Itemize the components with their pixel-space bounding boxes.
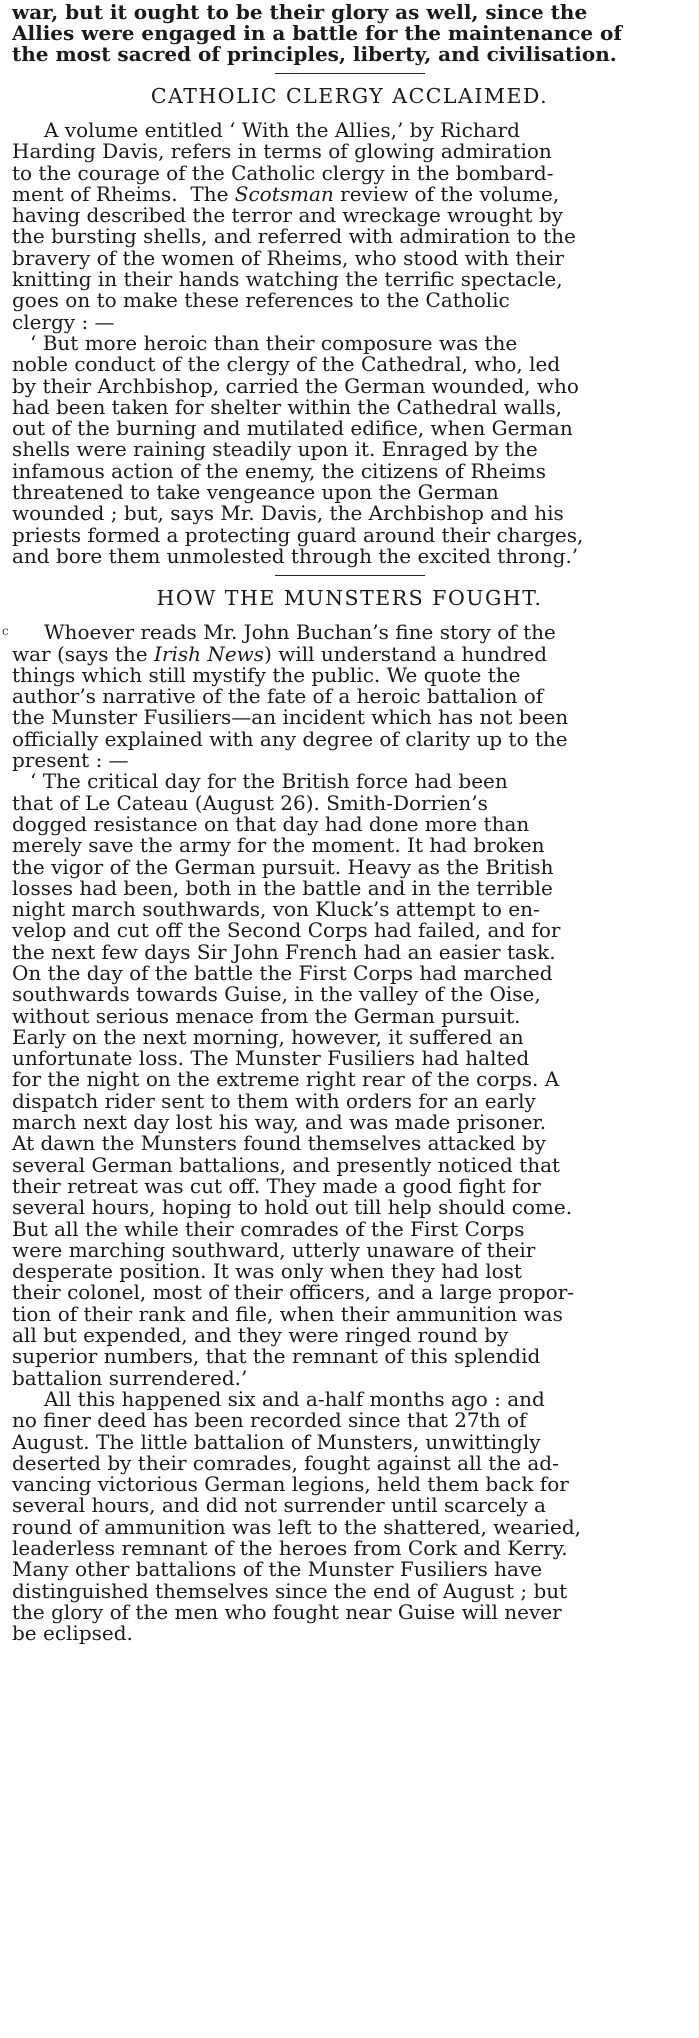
text-line: to the courage of the Catholic clergy in the bombard- <box>12 160 554 185</box>
text-line: the vigor of the German pursuit. Heavy as the British <box>12 854 554 879</box>
text-line: without serious menace from the German pursuit. <box>12 1003 521 1028</box>
section-heading-munsters: HOW THE MUNSTERS FOUGHT. <box>156 586 543 611</box>
margin-mark: c <box>2 624 9 639</box>
section2-closing-paragraph <box>12 1386 687 1646</box>
text-line: the glory of the men who fought near Guise will never <box>12 1599 562 1624</box>
text-line: the most sacred of principles, liberty, and civilisation. <box>12 42 617 66</box>
text-line: velop and cut off the Second Corps had failed, and for <box>12 918 561 943</box>
text-line: having described the terror and wreckage wrought by <box>12 203 563 228</box>
text-fragment: review of the volume, <box>333 181 560 206</box>
publication-name: Scotsman <box>234 181 334 206</box>
text-line: deserted by their comrades, fought against all the ad- <box>12 1450 559 1475</box>
text-line: all but expended, and they were ringed round by <box>12 1323 509 1348</box>
text-line: dispatch rider sent to them with orders for an early <box>12 1088 536 1113</box>
intro-paragraph <box>12 2 687 65</box>
text-line: ‘ But more heroic than their composure was the <box>30 330 518 355</box>
text-line: threatened to take vengeance upon the German <box>12 480 499 505</box>
text-line: merely save the army for the moment. It had broken <box>12 833 545 858</box>
text-line: southwards towards Guise, in the valley of the Oise, <box>12 982 541 1007</box>
text-line: Early on the next morning, however, it suffered an <box>12 1024 524 1049</box>
text-line-mixed <box>12 641 687 666</box>
text-line: their colonel, most of their officers, and a large propor- <box>12 1280 575 1305</box>
text-line: vancing victorious German legions, held them back for <box>12 1472 569 1497</box>
section2-paragraph <box>12 622 687 771</box>
text-line: goes on to make these references to the Catholic <box>12 288 510 313</box>
text-line: But all the while their comrades of the First Corps <box>12 1216 525 1241</box>
section-divider <box>275 73 425 74</box>
text-line: be eclipsed. <box>12 1621 133 1646</box>
text-line: wounded ; but, says Mr. Davis, the Archbishop and his <box>12 501 564 526</box>
text-line: infamous action of the enemy, the citizens of Rheims <box>12 458 546 483</box>
text-fragment: war (says the <box>12 641 154 666</box>
text-line: out of the burning and mutilated edifice, when German <box>12 416 573 441</box>
text-line: several hours, hoping to hold out till help should come. <box>12 1195 573 1220</box>
text-line: All this happened six and a-half months ago : and <box>44 1386 545 1411</box>
text-line: things which still mystify the public. We quote the <box>12 662 521 687</box>
publication-name: Irish News <box>153 641 265 666</box>
text-line: that of Le Cateau (August 26). Smith-Dorrien’s <box>12 790 488 815</box>
text-line: author’s narrative of the fate of a heroic battalion of <box>12 684 544 709</box>
text-line: Harding Davis, refers in terms of glowing admiration <box>12 139 552 164</box>
text-line: distinguished themselves since the end of August ; but <box>12 1578 568 1603</box>
text-line: by their Archbishop, carried the German wounded, who <box>12 373 579 398</box>
text-line: march next day lost his way, and was made prisoner. <box>12 1110 547 1135</box>
text-line: Whoever reads Mr. John Buchan’s fine story of the <box>44 620 556 645</box>
text-line: for the night on the extreme right rear of the corps. A <box>12 1067 560 1092</box>
text-line: the next few days Sir John French had an easier task. <box>12 939 556 964</box>
text-line: were marching southward, utterly unaware of their <box>12 1237 536 1262</box>
text-line: officially explained with any degree of clarity up to the <box>12 726 568 751</box>
text-fragment: ment of Rheims. <box>12 181 178 206</box>
section2-body <box>2 620 687 1646</box>
text-line: At dawn the Munsters found themselves attacked by <box>12 1131 546 1156</box>
text-fragment: ) will understand a hundred <box>264 641 548 666</box>
text-line: night march southwards, von Kluck’s attempt to en- <box>12 897 540 922</box>
section-divider <box>275 575 425 576</box>
text-line: battalion surrendered.’ <box>12 1365 248 1390</box>
text-line: A volume entitled ‘ With the Allies,’ by Richard <box>44 118 520 142</box>
text-line-mixed <box>12 181 687 206</box>
text-line: round of ammunition was left to the shattered, wearied, <box>12 1514 582 1539</box>
text-line: August. The little battalion of Munsters, unwittingly <box>12 1429 541 1454</box>
text-line: clergy : — <box>12 309 115 334</box>
text-line: and bore them unmolested through the excited throng.’ <box>12 543 579 568</box>
text-line: their retreat was cut off. They made a good fight for <box>12 1173 541 1198</box>
text-line: leaderless remnant of the heroes from Cork and Kerry. <box>12 1536 568 1560</box>
text-line: the Munster Fusiliers—an incident which has not been <box>12 705 569 730</box>
text-line: Many other battalions of the Munster Fusiliers have <box>12 1557 543 1582</box>
text-line: dogged resistance on that day had done more than <box>12 811 530 836</box>
section1-paragraph <box>12 120 687 333</box>
text-line: knitting in their hands watching the terrific spectacle, <box>12 267 563 292</box>
section1-quote <box>12 330 687 568</box>
text-line: bravery of the women of Rheims, who stood with their <box>12 245 565 270</box>
text-line: priests formed a protecting guard around their charges, <box>12 522 584 547</box>
text-fragment: The <box>190 181 235 206</box>
text-line: several German battalions, and presently noticed that <box>12 1152 561 1177</box>
section2-quote <box>12 771 687 1389</box>
text-line: had been taken for shelter within the Cathedral walls, <box>12 394 563 419</box>
text-line: unfortunate loss. The Munster Fusiliers had halted <box>12 1046 530 1071</box>
text-line: superior numbers, that the remnant of this splendid <box>12 1344 541 1369</box>
text-line: several hours, and did not surrender until scarcely a <box>12 1493 546 1518</box>
text-line: war, but it ought to be their glory as well, since the <box>12 0 588 24</box>
text-line: desperate position. It was only when they had lost <box>12 1259 522 1284</box>
text-line: tion of their rank and file, when their ammunition was <box>12 1301 563 1326</box>
text-line: shells were raining steadily upon it. Enraged by the <box>12 437 538 462</box>
text-line: On the day of the battle the First Corps had marched <box>12 960 553 985</box>
text-line: the bursting shells, and referred with admiration to the <box>12 224 576 249</box>
text-line: losses had been, both in the battle and in the terrible <box>12 875 553 900</box>
text-line: no finer deed has been recorded since that 27th of <box>12 1408 527 1433</box>
text-line: noble conduct of the clergy of the Cathedral, who, led <box>12 352 561 377</box>
text-line: ‘ The critical day for the British force had been <box>30 769 508 794</box>
text-line: present : — <box>12 748 129 773</box>
text-line: Allies were engaged in a battle for the maintenance of <box>12 21 622 45</box>
section-heading-catholic-clergy: CATHOLIC CLERGY ACCLAIMED. <box>150 84 549 108</box>
